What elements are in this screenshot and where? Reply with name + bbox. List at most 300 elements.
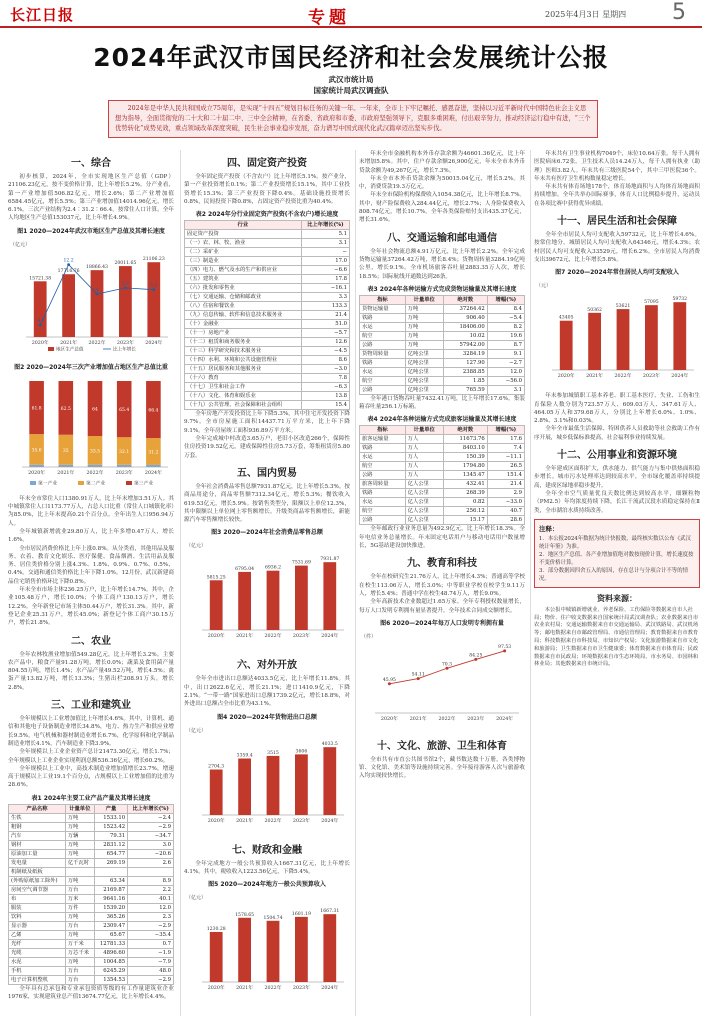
paragraph: 年末全市本外币贷款余额为50015.04亿元，增长5.2%。其中，消费贷款19.3万亿元。 <box>359 175 525 191</box>
table-cell: 133.3 <box>301 302 349 311</box>
table-cell: 2388.85 <box>443 367 487 376</box>
table-cell: （八）住宿和餐饮业 <box>185 302 302 311</box>
tick-label: 2023年 <box>292 818 310 824</box>
table-cell: 268.39 <box>443 489 487 498</box>
figure-caption: 图6 2020—2024年每万人口发明专利拥有量 <box>380 619 504 627</box>
table-cell: −2.9 <box>128 975 174 984</box>
table-cell: 8.9 <box>128 876 174 885</box>
data-label: 5815.25 <box>206 575 226 581</box>
data-label: 45.95 <box>382 677 396 683</box>
table-cell: （二）采矿业 <box>185 248 302 257</box>
table-cell: 2.6 <box>128 858 174 867</box>
table-cell: 万吨 <box>65 813 94 822</box>
data-label: 21106.23 <box>142 256 165 262</box>
table-cell: （十六）教育 <box>185 374 302 383</box>
table-cell: 8.7 <box>487 340 524 349</box>
section-heading: 五、国内贸易 <box>237 467 297 479</box>
paragraph: 全年社会物流总额4.91万亿元，比上年增长2.2%。全年完成货物运输量37264.42万吨，增长8.4%；货物周转量3284.19亿吨公里，增长9.1%。全市机场旅客吞吐量2883.35万人次，增长18.5%；国际航线开通数达到26条。 <box>359 248 525 280</box>
table-cell: 汽车 <box>9 831 66 840</box>
table-cell: (外购原纸加工除外) <box>9 876 66 885</box>
stack-segment <box>88 465 103 467</box>
table-row <box>9 975 174 984</box>
table-cell: 万台 <box>65 921 94 930</box>
legend-label: 地区生产总值 <box>56 347 84 353</box>
tick-label: 2020年 <box>207 986 225 992</box>
table-row <box>185 347 350 356</box>
table-cell: 布 <box>9 894 66 903</box>
table-cell: 3.0 <box>128 840 174 849</box>
table-row <box>9 858 174 867</box>
table-header-cell: 比上年增长(%) <box>301 221 349 230</box>
table-row <box>9 867 174 876</box>
data-label: 32.1 <box>119 449 130 455</box>
table-cell: 8.2 <box>487 322 524 331</box>
table-cell: −16.1 <box>301 284 349 293</box>
table-cell: −2.9 <box>128 822 174 831</box>
table-cell: 万米 <box>65 894 94 903</box>
section-heading: 四、固定资产投资 <box>227 158 307 169</box>
table-cell: 饮料 <box>9 912 66 921</box>
table-header-cell: 增幅(%) <box>487 295 524 304</box>
table-cell: 127.90 <box>443 358 487 367</box>
trade-chart <box>184 723 350 833</box>
data-label: 6795.04 <box>235 567 255 573</box>
data-label: 50362 <box>587 308 602 314</box>
data-label: 1230.28 <box>206 927 226 933</box>
table-row <box>185 275 350 284</box>
table-cell: −34.7 <box>128 831 174 840</box>
fiscal-revenue-chart <box>184 890 350 1000</box>
table-cell: （十五）居民服务和其他服务业 <box>185 365 302 374</box>
sources-heading: 资料来源： <box>597 593 637 603</box>
figure-caption: 图5 2020—2024年地方一般公共预算收入 <box>208 881 326 889</box>
legend-label: 第三产业 <box>134 481 154 487</box>
table-cell: 原油加工量 <box>9 849 66 858</box>
table-header-cell: 指标 <box>360 295 406 304</box>
data-label: 3515 <box>267 750 279 756</box>
bar <box>267 571 280 630</box>
section-heading: 三、工业和建筑业 <box>51 700 131 712</box>
data-label: 20011.65 <box>114 260 137 266</box>
table-row <box>9 876 174 885</box>
table-cell: （九）信息传输、软件和信息技术服务业 <box>185 311 302 320</box>
table-row <box>360 480 525 489</box>
table-cell: −35.4 <box>128 930 174 939</box>
table-cell: 万人 <box>405 471 443 480</box>
data-label: 3359.4 <box>236 753 253 759</box>
table-row <box>185 266 350 275</box>
data-label: 18866.43 <box>86 264 108 270</box>
paragraph: 年末参加城镇职工基本养老、职工基本医疗、失业、工伤和生育保险人数分别为723.57万人、609.03万人、347.61万人、464.05万人和379.68万人，分别比上年增长6.0%、1.0%、2.8%、3.1%和0.03%。 <box>534 393 700 425</box>
table-row <box>185 338 350 347</box>
tick-label: 2021年 <box>57 470 75 476</box>
table-cell: 12781.33 <box>94 939 127 948</box>
tick-label: 2024年 <box>671 374 689 380</box>
table-cell: − <box>301 248 349 257</box>
table-row <box>185 248 350 257</box>
table-cell: 65.67 <box>94 930 127 939</box>
table-row <box>185 401 350 410</box>
table-cell: 万人 <box>405 453 443 462</box>
table-cell: 37264.42 <box>443 304 487 313</box>
table-row <box>360 331 525 340</box>
figure-caption: 图3 2020—2024年社会消费品零售总额 <box>211 529 323 537</box>
table-cell <box>128 867 174 876</box>
legend-swatch <box>126 481 132 485</box>
data-label: 3606 <box>295 749 308 755</box>
table-cell: −1.9 <box>128 948 174 957</box>
table-row <box>185 230 350 239</box>
table-cell: 亿人公里 <box>405 507 443 516</box>
tick-label: 2020年 <box>207 818 225 824</box>
tick-label: 2024年 <box>321 634 339 640</box>
line-label: 4 <box>95 287 99 293</box>
table-cell: 粗钢 <box>9 822 66 831</box>
table-row <box>9 948 174 957</box>
paragraph: 全年城镇新增就业29.80万人，比上年多增0.47万人，增长1.6%。 <box>8 528 174 544</box>
tick-label: 2023年 <box>642 374 660 380</box>
tick-label: 2024年 <box>145 340 163 346</box>
table-cell: 亿吨公里 <box>405 385 443 394</box>
stack-segment <box>146 465 161 467</box>
table-cell: 亿人公里 <box>405 489 443 498</box>
table-cell: 3.1 <box>301 239 349 248</box>
table-cell: 亿人公里 <box>405 498 443 507</box>
tick-label: 2023年 <box>292 986 310 992</box>
table-cell: 2169.87 <box>94 885 127 894</box>
column-divider <box>180 150 181 1016</box>
page-title: 2024年武汉市国民经济和社会发展统计公报 <box>93 43 609 72</box>
table-cell: 水运 <box>360 498 406 507</box>
data-label: 7531.69 <box>291 561 311 567</box>
table-row <box>360 489 525 498</box>
stack-segment <box>29 465 44 467</box>
data-label: 62.5 <box>60 406 71 412</box>
table-cell: （一）农、林、牧、渔业 <box>185 239 302 248</box>
paragraph: 全年在校研究生21.76万人，比上年增长4.3%；普通高等学校在校生113.06万人，增长3.0%；中等职业学校在校学生9.11万人，增长5.4%；普通中学在校生48.74万人，增长9.0%。 <box>359 574 525 597</box>
data-label: 2704.3 <box>208 764 225 770</box>
axis-label: （亿元） <box>186 543 207 550</box>
bar <box>295 566 308 630</box>
table-cell: 1523.42 <box>94 822 127 831</box>
table-cell: 亿人公里 <box>405 480 443 489</box>
patent-chart <box>359 629 525 729</box>
bar <box>238 572 251 630</box>
table-cell: 公路 <box>360 516 406 525</box>
table-cell: 生铁 <box>9 813 66 822</box>
paragraph: 全年全市居民人均可支配收入59732元，比上年增长4.6%。按常住地分，城镇居民人均可支配收入64346元，增长4.3%；农村居民人均可支配收入33529元，增长6.2%。全市居民人均消费支出39672元，比上年增长5.8%。 <box>534 232 700 263</box>
table-cell: 万件 <box>65 903 94 912</box>
table-cell: 货物运输量 <box>360 304 406 313</box>
tick-label: 2022年 <box>264 986 282 992</box>
table-cell: 256.12 <box>443 507 487 516</box>
table-cell: 17.8 <box>301 275 349 284</box>
table-row <box>9 903 174 912</box>
table-cell: 亿吨公里 <box>405 349 443 358</box>
table-cell: 12.6 <box>301 338 349 347</box>
data-label: 64 <box>92 407 98 413</box>
table-cell: 4896.60 <box>94 948 127 957</box>
table-cell <box>94 867 127 876</box>
bar <box>147 262 160 337</box>
bar <box>91 270 104 337</box>
table-row <box>360 435 525 444</box>
data-label: 1578.65 <box>235 913 255 919</box>
table-cell: 8403.10 <box>443 444 487 453</box>
table-cell: （十八）文化、体育和娱乐业 <box>185 392 302 401</box>
bar <box>238 918 251 982</box>
industrial-output-table <box>8 804 174 985</box>
table-cell: 万台 <box>65 975 94 984</box>
table-cell: 1.85 <box>443 376 487 385</box>
table-cell: 432.41 <box>443 480 487 489</box>
bar <box>673 302 686 370</box>
paragraph: 年末全市市场主体236.25万户，比上年增长14.7%。其中，企业105.48万户，增长10.0%；个体工商户130.13万户，增长12.2%。全年新登记市场主体50.44万户，增长31.3%。其中，新登记企业25.31万户，增长45.0%；新登记个体工商户30.15万户，增长21.8%。 <box>8 587 174 627</box>
passenger-table <box>359 425 525 525</box>
table-cell: 3.1 <box>487 385 524 394</box>
tick-label: 2021年 <box>409 716 427 722</box>
table-cell: 3.3 <box>301 293 349 302</box>
table-cell: 8.4 <box>487 304 524 313</box>
tick-label: 2024年 <box>321 986 339 992</box>
table-row <box>185 239 350 248</box>
tick-label: 2023年 <box>467 716 485 722</box>
column-divider <box>355 150 356 1016</box>
tick-label: 2024年 <box>144 470 162 476</box>
paragraph: 全年完成城中村改造3.65万户，老旧小区改造266个，保障性住房投资19.52亿元，建成保障性住房5.73万套，筹集租赁房5.80万套。 <box>184 436 350 459</box>
table-cell: 万人 <box>405 462 443 471</box>
bar <box>323 914 336 982</box>
table-cell: 18406.00 <box>443 322 487 331</box>
bar <box>588 313 601 370</box>
axis-label: （件） <box>361 633 377 640</box>
table-header-cell: 增幅(%) <box>487 426 524 435</box>
table-cell: （十二）租赁和商务服务业 <box>185 338 302 347</box>
table-cell: （五）建筑业 <box>185 275 302 284</box>
industry-share-chart <box>8 373 174 491</box>
table-cell: 269.19 <box>94 858 127 867</box>
table-row <box>360 516 525 525</box>
paragraph: 全市共有市直公共图书馆2个，藏书数达数十万册，各类博物馆、文化馆、美术馆等设施持续完善。全年接待游客人次与旅游收入均实现较快增长。 <box>359 756 525 780</box>
table-cell: （十一）房地产业 <box>185 329 302 338</box>
table-header-cell: 比上年增长(%) <box>128 804 174 813</box>
table-cell: 铁路 <box>360 444 406 453</box>
sources-text: 本公报中城镇新增就业、养老保险、工伤保险等数据来自市人社局；物价、住户收支数据来自国家统计局武汉调查队；农业数据来自市农业农村局；交通运输数据来自市交通运输局、武汉铁路局、武汉机场等；邮电数据来自市邮政管理局、市通信管理局；教育数据来自市教育局；科技数据来自市科技局、市知识产权局；文化旅游数据来自市文化和旅游局；卫生数据来自市卫生健康委；体育数据来自市体育局；民政数据来自市民政局；环境数据来自市生态环境局、市水务局、市园林和林业局；其他数据来自市统计局。 <box>534 606 699 668</box>
data-label: 57095 <box>644 300 659 306</box>
table-cell: 57942.00 <box>443 340 487 349</box>
table-row <box>9 813 174 822</box>
table-cell: 13.8 <box>301 392 349 401</box>
note-item: 3．部分数据因四舍五入的原因，存在总计与分项合计不等的情况。 <box>539 567 688 582</box>
issuer-line-2: 国家统计局武汉调查队 <box>313 86 389 95</box>
data-label: 17716.76 <box>57 269 80 275</box>
data-label: 70.3 <box>441 662 453 668</box>
bar <box>323 747 336 815</box>
table-row <box>360 376 525 385</box>
table-cell: 765.59 <box>443 385 487 394</box>
table-cell: （四）电力、燃气及水的生产和供应业 <box>185 266 302 275</box>
table-header-cell: 计量单位 <box>405 295 443 304</box>
section-label: 专题 <box>308 8 350 28</box>
data-label: 61.8 <box>31 406 42 412</box>
table-row <box>360 313 525 322</box>
tick-label: 2021年 <box>236 986 254 992</box>
table-cell: −6.3 <box>301 383 349 392</box>
table-cell: 万吨 <box>65 840 94 849</box>
table-row <box>9 840 174 849</box>
legend-swatch <box>30 481 36 485</box>
table-row <box>9 885 174 894</box>
data-label: 35 <box>62 448 69 454</box>
table-cell: 1539.20 <box>94 903 127 912</box>
table-cell: 万吨 <box>65 912 94 921</box>
paragraph: 全年全市最低生活保障、特困供养人员救助等社会救助工作有序开展，城乡低保标准提高，社会福利事业持续发展。 <box>534 426 700 441</box>
data-label: 35.6 <box>31 448 42 454</box>
table-cell: 旅客周转量 <box>360 480 406 489</box>
table-cell: 17.6 <box>487 435 524 444</box>
section-heading: 十二、公用事业和资源环境 <box>557 450 677 462</box>
table-cell: 12.0 <box>487 367 524 376</box>
table-row <box>9 894 174 903</box>
table-row <box>360 358 525 367</box>
newspaper-logo: 长江日报 <box>10 6 75 24</box>
table-cell: （十七）卫生和社会工作 <box>185 383 302 392</box>
paragraph: 年末共有体育场地178个，体育场地面积与人均体育场地面积持续增加。全年共举办国际赛事，体育人口比例稳步提升，运动员在各项比赛中获得优异成绩。 <box>534 184 700 207</box>
table-cell: 亿吨公里 <box>405 376 443 385</box>
bar <box>267 921 280 982</box>
table-cell: 0.7 <box>128 939 174 948</box>
line-label: 12.2 <box>63 258 74 264</box>
table-cell: 公路 <box>360 340 406 349</box>
data-label: 1504.74 <box>263 916 283 922</box>
legend-label: 比上年增长 <box>113 347 136 353</box>
table-cell: 8.6 <box>301 356 349 365</box>
tick-label: 2022年 <box>86 470 104 476</box>
table-cell: 发电量 <box>9 858 66 867</box>
table-cell: −2.9 <box>128 921 174 930</box>
table-cell: 航空 <box>360 462 406 471</box>
table-cell: 19.6 <box>487 331 524 340</box>
table-row <box>360 385 525 394</box>
data-label: 84.25 <box>469 653 483 659</box>
legend-swatch <box>78 481 84 485</box>
stack-segment <box>59 465 74 467</box>
table-row <box>360 462 525 471</box>
table-row <box>185 311 350 320</box>
table-cell: （十）金融业 <box>185 320 302 329</box>
table-cell: 万台 <box>65 966 94 975</box>
table-row <box>185 302 350 311</box>
table-row <box>9 966 174 975</box>
table-cell: −33.0 <box>487 498 524 507</box>
table-cell: 1354.53 <box>94 975 127 984</box>
table-caption: 表1 2024年主要工业产品产量及其增长速度 <box>31 794 151 802</box>
axis-label: （元） <box>536 283 552 290</box>
table-cell: 9641.16 <box>94 894 127 903</box>
table-cell: 40.7 <box>487 507 524 516</box>
table-cell: 万吨 <box>405 304 443 313</box>
table-cell: 15.17 <box>443 516 487 525</box>
table-cell: 光缆 <box>9 948 66 957</box>
table-cell: 万千米 <box>65 939 94 948</box>
section-heading: 七、财政和金融 <box>232 844 302 856</box>
table-row <box>9 912 174 921</box>
table-cell: 2831.12 <box>94 840 127 849</box>
table-cell: −2.7 <box>487 358 524 367</box>
table-cell: 水泥 <box>9 957 66 966</box>
data-label: 97.53 <box>498 644 512 650</box>
table-cell: −7.9 <box>128 957 174 966</box>
paragraph: 全年房地产开发投资比上年下降5.3%，其中住宅开发投资下降9.7%。全市房屋施工面积14437.71万平方米，比上年下降9.1%。全年房屋竣工面积936.89万平方米。 <box>184 411 350 434</box>
bar <box>210 932 223 982</box>
table-cell: 万人 <box>405 444 443 453</box>
table-caption: 表3 2024年各种运输方式完成货物运输量及其增长速度 <box>367 285 517 293</box>
data-label: 54.11 <box>411 672 425 678</box>
tick-label: 2020年 <box>557 374 575 380</box>
table-cell: 万吨 <box>405 313 443 322</box>
table-cell: 手机 <box>9 966 66 975</box>
table-header-cell: 行业 <box>185 221 302 230</box>
legend-label: 第二产业 <box>86 481 106 487</box>
column-4 <box>534 150 700 1016</box>
axis-label: （亿元） <box>186 895 207 902</box>
table-cell: 906.40 <box>443 313 487 322</box>
table-cell: −6.6 <box>301 266 349 275</box>
table-cell: 万人 <box>405 435 443 444</box>
table-cell: 亿千瓦时 <box>65 858 94 867</box>
table-cell: 房间空气调节器 <box>9 885 66 894</box>
table-cell: −4.5 <box>301 347 349 356</box>
table-cell: 航空 <box>360 331 406 340</box>
table-cell: 铁路 <box>360 313 406 322</box>
bar <box>295 917 308 982</box>
table-cell: 机制纸及纸板 <box>9 867 66 876</box>
table-cell: −5.4 <box>487 313 524 322</box>
table-cell: （十九）公共管理、社会保障和社会组织 <box>185 401 302 410</box>
tick-label: 2022年 <box>438 716 456 722</box>
table-cell: 万吨 <box>65 849 94 858</box>
data-label: 59732 <box>672 297 688 303</box>
table-cell: 航空 <box>360 507 406 516</box>
table-cell: 万辆 <box>65 831 94 840</box>
table-cell: 航空 <box>360 376 406 385</box>
paragraph: 全年建成区面积扩大，供水能力、供气能力与集中供热面积稳步增长。城市污水处理率达到较高水平，全市绿化覆盖率持续提高，建成区绿地率稳步提升。 <box>534 466 700 489</box>
table-row <box>185 383 350 392</box>
legend-swatch <box>48 347 54 351</box>
data-label: 31.2 <box>148 450 159 456</box>
section-heading: 六、对外开放 <box>237 660 297 672</box>
legend-label: 第一产业 <box>38 481 58 487</box>
axis-label: （亿元） <box>10 241 31 248</box>
table-cell: −2.4 <box>128 813 174 822</box>
data-label: 53621 <box>615 304 631 310</box>
table-cell: 6245.29 <box>94 966 127 975</box>
table-row <box>185 284 350 293</box>
paragraph: 年末共有卫生事业机构7049个，床位10.64万张。每千人拥有医院病床6.72张。卫生技术人员14.24万人，每千人拥有执业（助理）医师3.82人。年末共有三级医院54个，其中三甲医院36个。年末共有医疗卫生机构数量稳定增长。 <box>534 151 700 182</box>
table-cell: 万吨 <box>65 876 94 885</box>
masthead <box>0 0 702 28</box>
tick-label: 2022年 <box>264 634 282 640</box>
table-cell: 乙烯 <box>9 930 66 939</box>
paragraph: 全年固定资产投资（不含农户）比上年增长5.1%。按产业分，第一产业投资增长0.1%；第二产业投资增长15.1%，其中工业投资增长15.3%；第三产业投资下降0.4%。基础设施投资增长0.8%，民间投资下降0.8%，占固定资产投资比重为40.4%。 <box>184 174 350 205</box>
table-row <box>185 329 350 338</box>
data-label: 15721.38 <box>29 276 52 282</box>
table-cell: 2.2 <box>128 885 174 894</box>
paragraph: 全年社会消费品零售总额7931.87亿元，比上年增长5.3%。按商品用途分，商品零售额7312.34亿元，增长5.3%；餐饮收入619.53亿元，增长5.9%。按销售类型分，限额以上单位12.3%，其中限额以上单位网上零售额增长。升级类商品零售额增长，新能源汽车零售额增长较快。 <box>184 483 350 524</box>
table-cell: 2.9 <box>487 489 524 498</box>
table-cell: 万吨 <box>65 930 94 939</box>
table-cell: 亿吨公里 <box>405 367 443 376</box>
